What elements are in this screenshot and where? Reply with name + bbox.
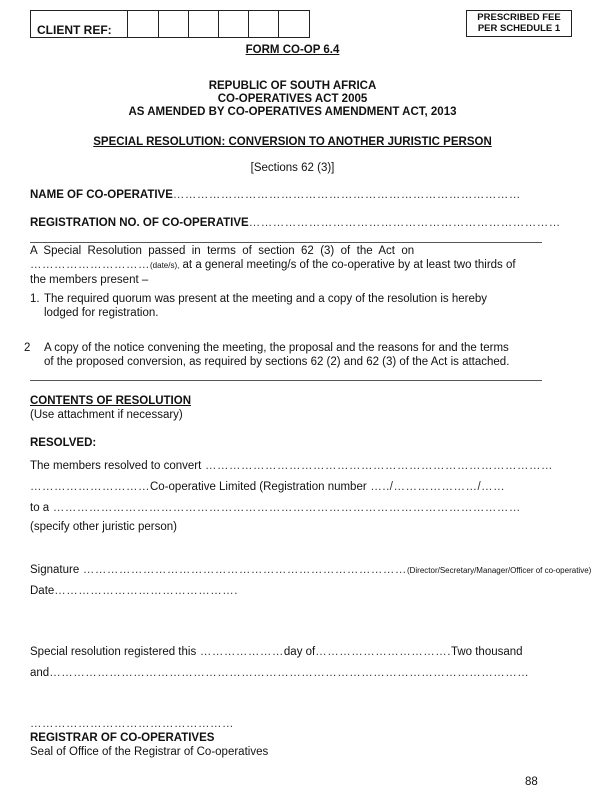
date-field[interactable]: Date……………………………………….: [30, 585, 238, 597]
registered-line-1[interactable]: Special resolution registered this …………………day of…………………………….Two thousand: [30, 646, 523, 658]
client-ref-cell-4[interactable]: [218, 11, 249, 37]
client-ref-cell-2[interactable]: [158, 11, 189, 37]
registration-field[interactable]: REGISTRATION NO. OF CO-OPERATIVE……………………………………………………………………: [30, 217, 561, 229]
item-2-line-2: of the proposed conversion, as required by sections 62 (2) and 62 (3) of the Act is attached.: [44, 356, 510, 368]
client-ref-cell-1[interactable]: [127, 11, 158, 37]
divider-2: [30, 380, 542, 381]
client-ref-cell-5[interactable]: [248, 11, 279, 37]
client-ref-cell-6[interactable]: [278, 11, 310, 37]
item-2: [24, 341, 542, 369]
heading-line-3: AS AMENDED BY CO-OPERATIVES AMENDMENT ACT, 2013: [128, 106, 457, 118]
registered-day: day of: [283, 646, 316, 658]
client-ref-box: [30, 10, 310, 38]
resolved-line-2-label: Co-operative Limited (Registration number: [150, 481, 367, 493]
heading-line-2: CO-OPERATIVES ACT 2005: [217, 93, 368, 105]
date-hint: (date/s),: [150, 261, 180, 270]
intro-paragraph: [30, 244, 542, 287]
resolved-line-1[interactable]: The members resolved to convert ……………………………………………………………………………: [30, 460, 553, 472]
registrar-seal: Seal of Office of the Registrar of Co-operatives: [30, 746, 269, 758]
item-1-number: 1.: [30, 293, 40, 305]
signature-label: Signature: [30, 564, 80, 576]
page-number: 88: [525, 776, 538, 788]
registered-line-2[interactable]: and…………………………………………………………………………………………………………: [30, 667, 530, 679]
fee-line-2: PER SCHEDULE 1: [477, 23, 561, 34]
signature-role: (Director/Secretary/Manager/Officer of co-operative): [406, 566, 591, 575]
registered-year: Two thousand: [450, 646, 523, 658]
client-ref-label: CLIENT REF:: [37, 23, 112, 37]
resolved-line-3-label: to a: [30, 502, 50, 514]
fee-line-1: PRESCRIBED FEE: [477, 12, 561, 23]
heading: [0, 80, 585, 119]
registration-label: REGISTRATION NO. OF CO-OPERATIVE: [30, 217, 249, 229]
divider-1: [30, 242, 542, 243]
date-label: Date: [30, 585, 55, 597]
registrar-signature-line[interactable]: ……………………………………………: [30, 718, 234, 730]
client-ref-cell-3[interactable]: [188, 11, 219, 37]
resolved-line-2[interactable]: …………………………Co-operative Limited (Registration number …../…………………/……: [30, 481, 506, 493]
registered-prefix: Special resolution registered this: [30, 646, 197, 658]
item-1-line-2: lodged for registration.: [44, 307, 159, 319]
contents-heading: CONTENTS OF RESOLUTION: [30, 395, 191, 407]
resolved-line-3[interactable]: to a ………………………………………………………………………………………………………: [30, 502, 521, 514]
sections-ref: [Sections 62 (3)]: [250, 162, 335, 174]
resolved-heading: RESOLVED:: [30, 437, 97, 449]
registrar-title: REGISTRAR OF CO-OPERATIVES: [30, 732, 215, 744]
intro-line-2: …………………………(date/s), at a general meeting/s of the co-operative by at least two thirds of: [30, 259, 516, 271]
item-2-number: 2: [24, 342, 31, 354]
form-code: FORM CO-OP 6.4: [245, 44, 340, 56]
heading-line-1: REPUBLIC OF SOUTH AFRICA: [208, 80, 377, 92]
resolved-line-4: (specify other juristic person): [30, 521, 177, 533]
prescribed-fee-box: [466, 10, 572, 37]
registered-and: and: [30, 667, 50, 679]
name-label: NAME OF CO-OPERATIVE: [30, 189, 173, 201]
intro-line-1: A Special Resolution passed in terms of section 62 (3) of the Act on: [30, 245, 415, 257]
item-1: [30, 292, 542, 320]
intro-line-3: the members present –: [30, 274, 149, 286]
item-2-line-1: A copy of the notice convening the meeting, the proposal and the reasons for and the terms: [44, 342, 509, 354]
resolved-line-1-label: The members resolved to convert: [30, 460, 202, 472]
contents-note: (Use attachment if necessary): [30, 409, 183, 421]
intro-line-2-rest: at a general meeting/s of the co-operative by at least two thirds of: [179, 259, 516, 271]
name-field[interactable]: NAME OF CO-OPERATIVE……………………………………………………………………………: [30, 189, 521, 201]
form-title: SPECIAL RESOLUTION: CONVERSION TO ANOTHER JURISTIC PERSON: [93, 136, 492, 148]
signature-field[interactable]: Signature ………………………………………………………………………(Director/Secretary/Manager/Officer of co-operative): [30, 564, 591, 576]
item-1-line-1: The required quorum was present at the meeting and a copy of the resolution is hereby: [44, 293, 488, 305]
